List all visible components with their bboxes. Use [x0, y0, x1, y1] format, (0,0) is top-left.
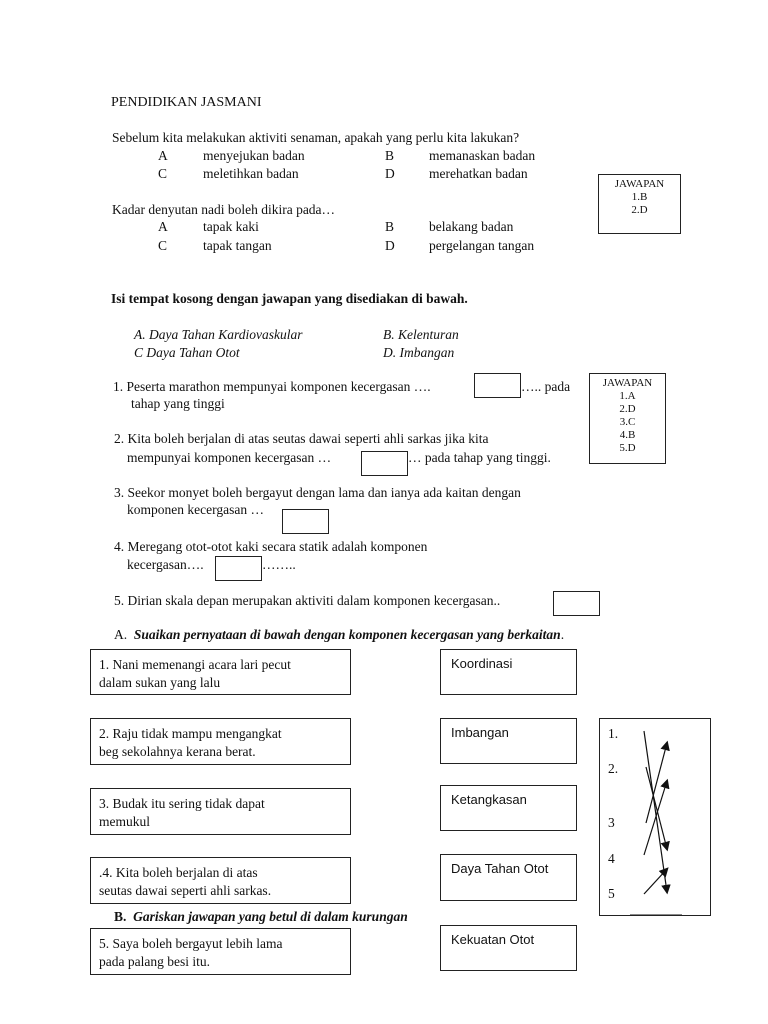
answer-label-3: 3	[608, 815, 615, 830]
q1-option-b-text: memanaskan badan	[429, 148, 536, 163]
match-statement-2: 2. Raju tidak mampu mengangkat beg sekolahnya kerana berat.	[90, 718, 351, 765]
answer-label-5: 5	[608, 886, 615, 901]
underline-instruction-prefix: B.	[114, 909, 127, 924]
component-box: Koordinasi	[440, 649, 577, 695]
matching-instruction-suffix: .	[560, 627, 565, 642]
fill-item-4-line2: kecergasan….	[127, 557, 204, 572]
q2-option-d-text: pergelangan tangan	[429, 238, 535, 253]
underline-instruction-text: Gariskan jawapan yang betul di dalam kurungan	[133, 909, 408, 924]
q2-option-d-letter: D	[385, 238, 395, 253]
fill-item-1-text-after: ….. pada	[521, 379, 571, 394]
fill-item-1-line2: tahap yang tinggi	[131, 396, 225, 411]
matching-arrows-diagram	[600, 719, 710, 915]
fill-item-2-blank[interactable]	[361, 451, 408, 476]
answer-box-2	[589, 373, 666, 464]
match-statement-5: 5. Saya boleh bergayut lebih lama pada palang besi itu.	[90, 928, 351, 975]
matching-instruction-prefix: A.	[114, 627, 128, 642]
match-statement-3: 3. Budak itu sering tidak dapat memukul	[90, 788, 351, 835]
fill-item-2-text: 2. Kita boleh berjalan di atas seutas dawai seperti ahli sarkas jika kita	[114, 431, 489, 446]
answer-box-1	[598, 174, 681, 234]
match-arrow-line	[646, 743, 667, 823]
q2-option-c-text: tapak tangan	[203, 238, 272, 253]
q2-option-b-text: belakang badan	[429, 219, 514, 234]
match-statement-1: 1. Nani memenangi acara lari pecut dalam sukan yang lalu	[90, 649, 351, 695]
fill-item-4-blank[interactable]	[215, 556, 262, 581]
q1-option-a-letter: A	[158, 148, 168, 163]
component-box: Kekuatan Otot	[440, 925, 577, 971]
question-2-text: Kadar denyutan nadi boleh dikira pada…	[112, 202, 336, 217]
answer-label-2: 2.	[608, 761, 619, 776]
answer-box-2-line: 2.D	[619, 403, 636, 415]
answer-label-1: 1.	[608, 726, 619, 741]
component-box: Ketangkasan	[440, 785, 577, 831]
q2-option-c-letter: C	[158, 238, 168, 253]
fill-item-5-text: 5. Dirian skala depan merupakan aktiviti dalam komponen kecergasan..	[114, 593, 501, 608]
fill-blank-instruction: Isi tempat kosong dengan jawapan yang disediakan di bawah.	[111, 291, 468, 306]
q2-option-a-text: tapak kaki	[203, 219, 259, 234]
choice-b: B. Kelenturan	[383, 327, 459, 342]
matching-answer-box	[599, 718, 711, 916]
fill-item-3-line2: komponen kecergasan …	[127, 502, 264, 517]
choice-a: A. Daya Tahan Kardiovaskular	[134, 327, 303, 342]
answer-box-1-line: 2.D	[631, 204, 648, 216]
fill-item-2-text-after: … pada tahap yang tinggi.	[408, 450, 551, 465]
component-box: Imbangan	[440, 718, 577, 764]
q1-option-d-text: merehatkan badan	[429, 166, 528, 181]
q1-option-a-text: menyejukan badan	[203, 148, 305, 163]
answer-label-4: 4	[608, 851, 615, 866]
answer-box-1-heading: JAWAPAN	[614, 178, 665, 190]
answer-box-2-line: 3.C	[619, 416, 636, 428]
answer-box-2-line: 1.A	[619, 390, 636, 402]
matching-instruction-text: Suaikan pernyataan di bawah dengan komponen kecergasan yang berkaitan	[133, 627, 561, 642]
q1-option-d-letter: D	[385, 166, 395, 181]
q2-option-a-letter: A	[158, 219, 168, 234]
underline-instruction	[114, 908, 408, 926]
fill-item-5-blank[interactable]	[553, 591, 600, 616]
fill-item-4-text: 4. Meregang otot-otot kaki secara statik adalah komponen	[114, 539, 428, 554]
fill-item-1-blank[interactable]	[474, 373, 521, 398]
choice-c: C Daya Tahan Otot	[134, 345, 240, 360]
question-1-text: Sebelum kita melakukan aktiviti senaman, apakah yang perlu kita lakukan?	[112, 130, 520, 145]
component-box: Daya Tahan Otot	[440, 854, 577, 901]
choice-d: D. Imbangan	[383, 345, 455, 360]
answer-box-2-heading: JAWAPAN	[602, 377, 653, 389]
q2-option-b-letter: B	[385, 219, 395, 234]
answer-box-2-line: 4.B	[619, 429, 636, 441]
q1-option-c-text: meletihkan badan	[203, 166, 299, 181]
fill-item-2-line2: mempunyai komponen kecergasan …	[127, 450, 332, 465]
answer-box-1-line: 1.B	[631, 191, 648, 203]
q1-option-c-letter: C	[158, 166, 168, 181]
page-title: PENDIDIKAN JASMANI	[111, 95, 262, 110]
fill-item-3-text: 3. Seekor monyet boleh bergayut dengan lama dan ianya ada kaitan dengan	[114, 485, 521, 500]
answer-box-2-line: 5.D	[619, 442, 636, 454]
fill-item-1-text: 1. Peserta marathon mempunyai komponen kecergasan ….	[113, 379, 431, 394]
fill-item-3-blank[interactable]	[282, 509, 329, 534]
match-statement-4: .4. Kita boleh berjalan di atas seutas dawai seperti ahli sarkas.	[90, 857, 351, 904]
matching-instruction	[114, 626, 564, 644]
match-arrow-line	[644, 869, 667, 894]
fill-item-4-text-after: ……..	[262, 557, 296, 572]
q1-option-b-letter: B	[385, 148, 395, 163]
